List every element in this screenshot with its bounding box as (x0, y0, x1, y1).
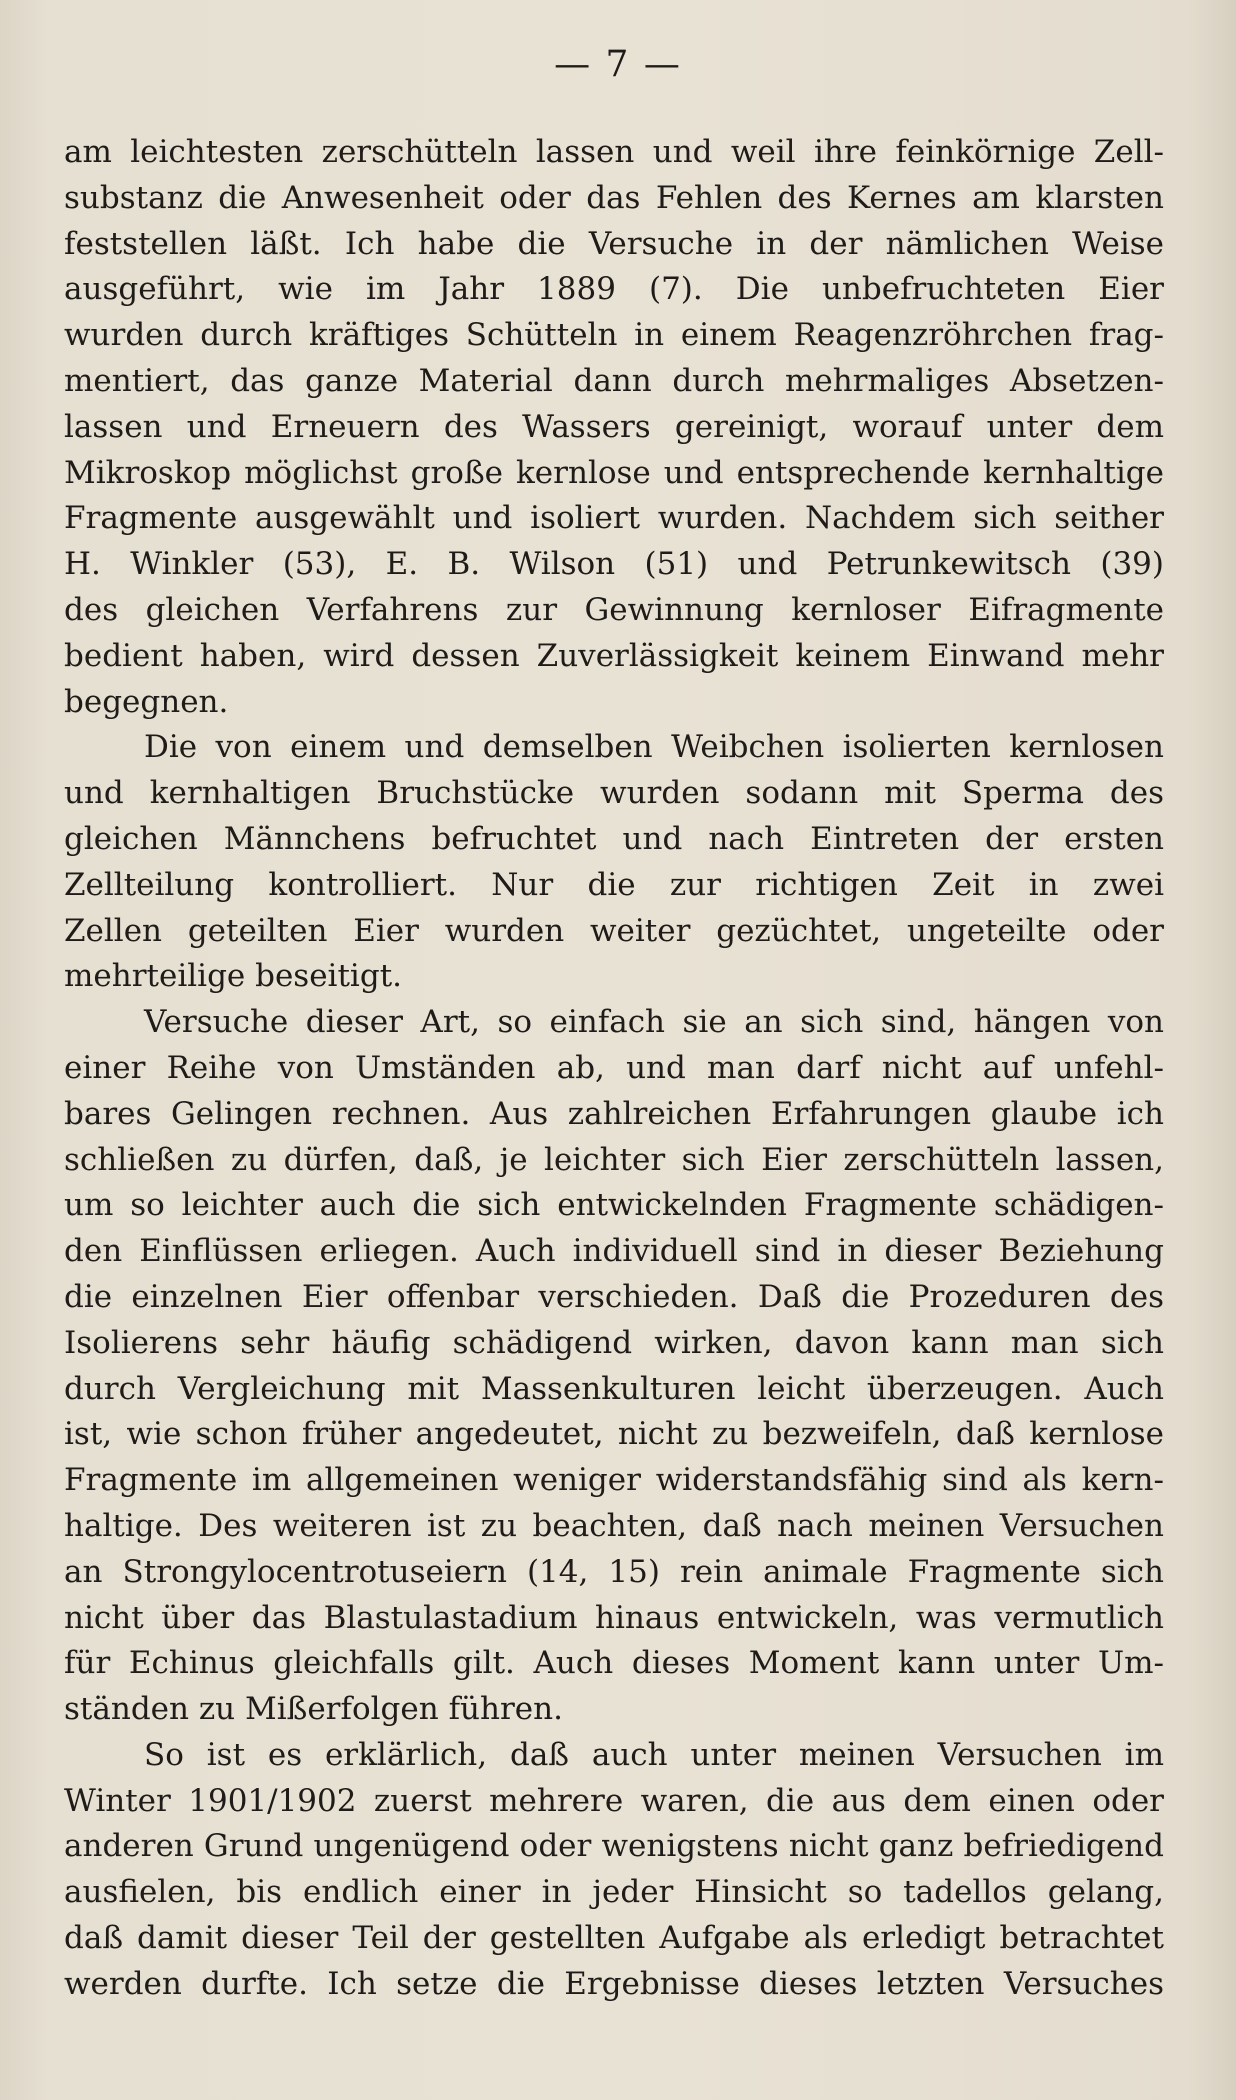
text-line: ausfielen, bis endlich einer in jeder Hinsicht so tadellos gelang, (64, 1874, 1164, 1911)
text-line: mehrteilige beseitigt. (64, 958, 403, 995)
text-line: daß damit dieser Teil der gestellten Aufgabe als erledigt betrachtet (64, 1920, 1164, 1957)
text-line: schließen zu dürfen, daß, je leichter sich Eier zerschütteln lassen, (64, 1141, 1164, 1178)
text-line: durch Vergleichung mit Massenkulturen leicht überzeugen. Auch (64, 1370, 1164, 1407)
text-line: substanz die Anwesenheit oder das Fehlen des Kernes am klarsten (64, 179, 1164, 216)
text-line: wurden durch kräftiges Schütteln in einem Reagenzröhrchen frag- (64, 317, 1164, 354)
text-line: Zellteilung kontrolliert. Nur die zur richtigen Zeit in zwei (64, 866, 1164, 903)
text-line: Fragmente im allgemeinen weniger widerstandsfähig sind als kern- (64, 1462, 1164, 1499)
text-line: Winter 1901/1902 zuerst mehrere waren, die aus dem einen oder (64, 1782, 1164, 1819)
text-line: um so leichter auch die sich entwickelnden Fragmente schädigen- (64, 1187, 1164, 1224)
text-line: Mikroskop möglichst große kernlose und entsprechende kernhaltige (64, 454, 1164, 491)
text-line: So ist es erklärlich, daß auch unter meinen Versuchen im (144, 1736, 1164, 1773)
body-text (64, 130, 1164, 2008)
text-line: die einzelnen Eier offenbar verschieden. Daß die Prozeduren des (64, 1278, 1164, 1315)
text-line: gleichen Männchens befruchtet und nach Eintreten der ersten (64, 820, 1164, 857)
text-line: am leichtesten zerschütteln lassen und weil ihre feinkörnige Zell- (64, 134, 1164, 170)
text-line: an Strongylocentrotuseiern (14, 15) rein animale Fragmente sich (64, 1553, 1164, 1590)
text-line: begegnen. (64, 683, 229, 720)
text-line: Versuche dieser Art, so einfach sie an sich sind, hängen von (144, 1004, 1164, 1041)
text-line: feststellen läßt. Ich habe die Versuche in der nämlichen Weise (64, 225, 1164, 262)
text-line: und kernhaltigen Bruchstücke wurden sodann mit Sperma des (64, 775, 1164, 812)
text-line: den Einflüssen erliegen. Auch individuell sind in dieser Beziehung (64, 1233, 1164, 1270)
text-line: werden durfte. Ich setze die Ergebnisse dieses letzten Versuches (64, 1965, 1164, 2002)
text-line: nicht über das Blastulastadium hinaus entwickeln, was vermutlich (64, 1599, 1164, 1636)
text-line: haltige. Des weiteren ist zu beachten, daß nach meinen Versuchen (64, 1507, 1164, 1544)
text-line: bedient haben, wird dessen Zuverlässigkeit keinem Einwand mehr (64, 637, 1164, 674)
text-line: anderen Grund ungenügend oder wenigstens nicht ganz befriedigend (64, 1828, 1164, 1865)
text-line: einer Reihe von Umständen ab, und man darf nicht auf unfehl- (64, 1049, 1164, 1086)
page-number: — 7 — (554, 44, 682, 85)
text-line: Zellen geteilten Eier wurden weiter gezüchtet, ungeteilte oder (64, 912, 1164, 949)
text-line: Fragmente ausgewählt und isoliert wurden. Nachdem sich seither (64, 500, 1164, 537)
text-line: Die von einem und demselben Weibchen isolierten kernlosen (144, 729, 1164, 766)
text-line: ständen zu Mißerfolgen führen. (64, 1691, 563, 1728)
text-line: ausgeführt, wie im Jahr 1889 (7). Die unbefruchteten Eier (64, 271, 1164, 308)
text-line: Isolierens sehr häufig schädigend wirken, davon kann man sich (64, 1324, 1164, 1361)
text-line: bares Gelingen rechnen. Aus zahlreichen Erfahrungen glaube ich (64, 1095, 1164, 1132)
text-line: mentiert, das ganze Material dann durch mehrmaliges Absetzen- (64, 362, 1164, 399)
text-line: lassen und Erneuern des Wassers gereinigt, worauf unter dem (64, 408, 1164, 445)
text-line: für Echinus gleichfalls gilt. Auch dieses Moment kann unter Um- (64, 1645, 1164, 1682)
text-line: ist, wie schon früher angedeutet, nicht zu bezweifeln, daß kernlose (64, 1416, 1164, 1453)
text-line: H. Winkler (53), E. B. Wilson (51) und Petrunkewitsch (39) (64, 546, 1164, 583)
text-line: des gleichen Verfahrens zur Gewinnung kernloser Eifragmente (64, 591, 1164, 628)
